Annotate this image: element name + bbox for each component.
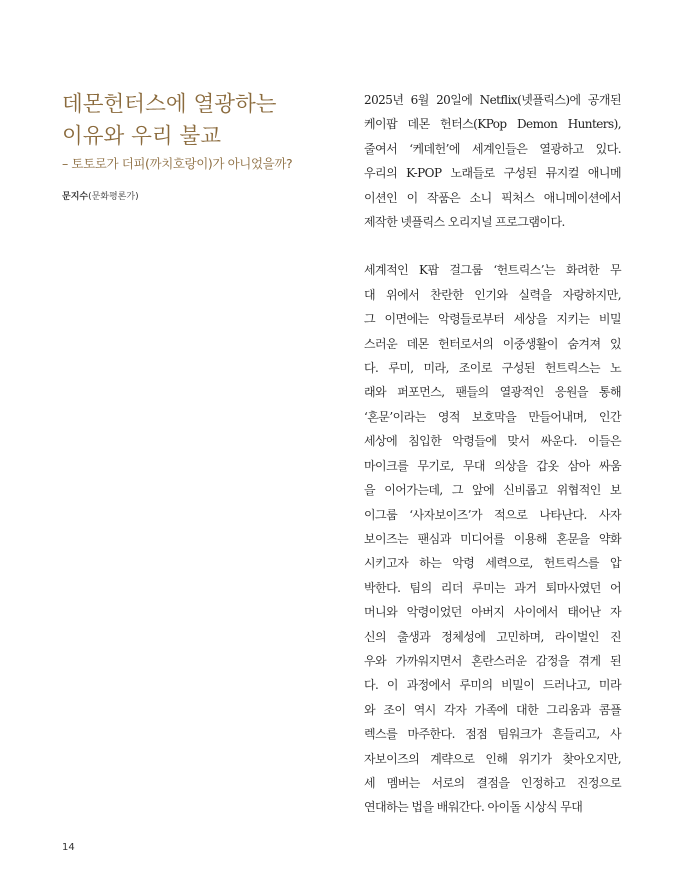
author-name: 문지수 bbox=[62, 192, 89, 202]
body-line: ‘혼문’이라는 영적 보호막을 만들어내며, 인간 bbox=[364, 409, 621, 424]
body-line: 우와 가까워지면서 혼란스러운 감정을 겪게 된 bbox=[364, 653, 621, 668]
body-line: 보이즈는 팬심과 미디어를 이용해 혼문을 약화 bbox=[364, 531, 621, 546]
author-byline bbox=[62, 190, 139, 204]
body-paragraph-1 bbox=[364, 88, 621, 234]
paragraph-gap bbox=[364, 234, 621, 258]
body-line: 제작한 넷플릭스 오리지널 프로그램이다. bbox=[364, 215, 565, 230]
page-number: 14 bbox=[62, 842, 75, 853]
body-line: 2025년 6월 20일에 Netflix(넷플릭스)에 공개된 bbox=[364, 93, 621, 107]
body-paragraph-2 bbox=[364, 258, 621, 819]
body-line: 세계적인 K팝 걸그룹 ‘헌트릭스’는 화려한 무 bbox=[364, 263, 621, 278]
body-line: 줄여서 ‘케데헌’에 세계인들은 열광하고 있다. bbox=[364, 141, 621, 156]
body-line: 그 이면에는 악령들로부터 세상을 지키는 비밀 bbox=[364, 312, 621, 327]
body-line: 세 멤버는 서로의 결점을 인정하고 진정으로 bbox=[364, 775, 621, 790]
body-line: 렉스를 마주한다. 점점 팀워크가 흔들리고, 사 bbox=[364, 727, 621, 742]
article-body bbox=[364, 88, 621, 820]
article-title bbox=[62, 89, 352, 153]
body-line: 자보이즈의 계략으로 인해 위기가 찾아오지만, bbox=[364, 751, 621, 766]
body-line: 마이크를 무기로, 무대 의상을 갑옷 삼아 싸움 bbox=[364, 458, 621, 473]
article-subtitle: – 토토로가 더피(까치호랑이)가 아니었을까? bbox=[62, 156, 293, 171]
body-line: 래와 퍼포먼스, 팬들의 열광적인 응원을 통해 bbox=[364, 385, 621, 400]
body-line: 이그룹 ‘사자보이즈’가 적으로 나타난다. 사자 bbox=[364, 507, 621, 522]
body-line: 스러운 데몬 헌터로서의 이중생활이 숨겨져 있 bbox=[364, 336, 621, 351]
body-line: 시키고자 하는 악령 세력으로, 헌트릭스를 압 bbox=[364, 556, 621, 571]
body-line: 대 위에서 찬란한 인기와 실력을 자랑하지만, bbox=[364, 287, 621, 302]
body-line: 세상에 침입한 악령들에 맞서 싸운다. 이들은 bbox=[364, 434, 621, 449]
author-role: (문화평론가) bbox=[88, 192, 139, 202]
body-line: 박한다. 팀의 리더 루미는 과거 퇴마사였던 어 bbox=[364, 580, 621, 595]
body-line: 이션인 이 작품은 소니 픽처스 애니메이션에서 bbox=[364, 190, 621, 205]
body-line: 와 조이 역시 각자 가족에 대한 그리움과 콤플 bbox=[364, 702, 621, 717]
body-line: 케이팝 데몬 헌터스(KPop Demon Hunters), bbox=[364, 117, 621, 132]
body-line: 머니와 악령이었던 아버지 사이에서 태어난 자 bbox=[364, 605, 621, 620]
body-line: 신의 출생과 정체성에 고민하며, 라이벌인 진 bbox=[364, 629, 621, 644]
article-title-line: 이유와 우리 불교 bbox=[62, 124, 222, 149]
article-title-line: 데몬헌터스에 열광하는 bbox=[62, 92, 277, 117]
body-line: 다. 이 과정에서 루미의 비밀이 드러나고, 미라 bbox=[364, 678, 621, 693]
body-line: 우리의 K-POP 노래들로 구성된 뮤지컬 애니메 bbox=[364, 166, 621, 181]
body-line: 을 이어가는데, 그 앞에 신비롭고 위협적인 보 bbox=[364, 483, 621, 498]
body-line: 다. 루미, 미라, 조이로 구성된 헌트릭스는 노 bbox=[364, 361, 621, 376]
body-line: 연대하는 법을 배워간다. 아이돌 시상식 무대 bbox=[364, 800, 583, 815]
